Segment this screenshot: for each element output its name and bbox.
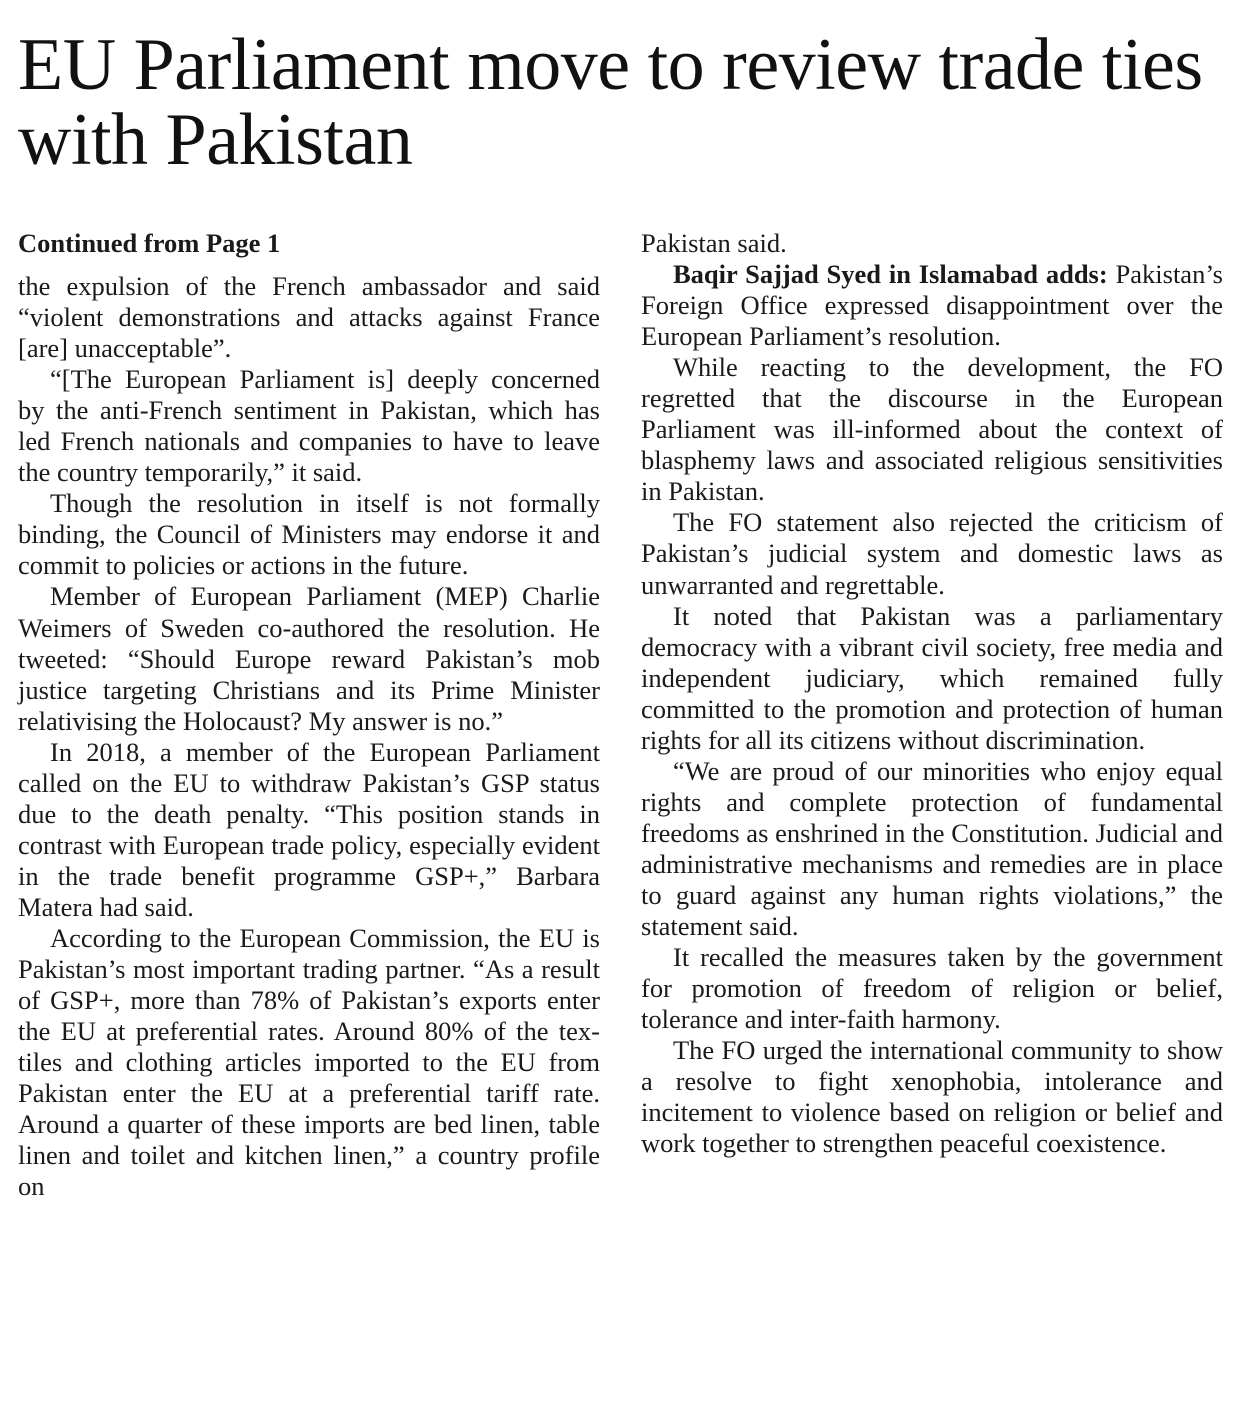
- paragraph: The FO urged the international community to show a resolve to fight xenophobia, intolerance and incitement to violence based on religion or belief and work together to strengthen peaceful coexistence.: [641, 1035, 1223, 1159]
- paragraph: In 2018, a member of the European Parliament called on the EU to withdraw Pakistan’s GSP status due to the death penalty. “This position stands in contrast with European trade policy, especially evident in the trade benefit programme GSP+,” Barbara Matera had said.: [18, 736, 600, 922]
- article-column-right: [641, 228, 1223, 1159]
- continued-label: Continued from Page 1: [18, 228, 281, 258]
- byline-paragraph: [641, 259, 1223, 352]
- paragraph: It recalled the measures taken by the government for promotion of freedom of religion or belief, tolerance and inter-faith harmony.: [641, 942, 1223, 1035]
- headline: EU Parliament move to review trade ties with Pakistan: [18, 24, 1203, 181]
- paragraph: It noted that Pakistan was a parliamentary democracy with a vibrant civil society, free media and independent judiciary, which remained fully committed to the promotion and protection of human rights for all its citizens without discrimination.: [641, 600, 1223, 755]
- paragraph: Though the resolution in itself is not formally binding, the Council of Ministers may endorse it and commit to policies or actions in the future.: [18, 488, 600, 581]
- byline-text: Pakistan’s Foreign Office expressed disappointment over the European Parliament’s resolution.: [641, 259, 1223, 352]
- paragraph: The FO statement also rejected the criticism of Pakistan’s judicial system and domestic laws as unwarranted and regrettable.: [641, 507, 1223, 600]
- byline: Baqir Sajjad Syed in Islamabad adds:: [673, 259, 1108, 290]
- paragraph: Pakistan said.: [641, 228, 787, 258]
- article-column-left: [18, 228, 600, 1202]
- paragraph: While reacting to the development, the FO regretted that the discourse in the European Parliament was ill-informed about the context of blasphemy laws and associated religious sensitivities in Pakistan.: [641, 352, 1223, 507]
- paragraph: According to the European Commission, the EU is Pakistan’s most important trading partner. “As a result of GSP+, more than 78% of Pakistan’s exports enter the EU at preferential rates. Around 80% of the textiles and clothing articles imported to the EU from Pakistan enter the EU at a preferential tariff rate. Around a quarter of these imports are bed linen, table linen and toilet and kitchen linen,” a country profile on: [18, 922, 600, 1202]
- paragraph: “We are proud of our minorities who enjoy equal rights and complete protection of fundamental freedoms as enshrined in the Constitution. Judicial and administrative mechanisms and remedies are in place to guard against any human rights violations,” the statement said.: [641, 755, 1223, 942]
- paragraph: Member of European Parliament (MEP) Charlie Weimers of Sweden co-authored the resolution. He tweeted: “Should Europe reward Pakistan’s mob justice targeting Christians and its Prime Minister relativising the Holocaust? My answer is no.”: [18, 581, 600, 736]
- paragraph: the expulsion of the French ambassador and said “violent demonstrations and attacks against France [are] unacceptable”.: [18, 271, 600, 364]
- paragraph: “[The European Parliament is] deeply concerned by the anti-French sentiment in Pakistan, which has led French nationals and companies to have to leave the country temporarily,” it said.: [18, 364, 600, 488]
